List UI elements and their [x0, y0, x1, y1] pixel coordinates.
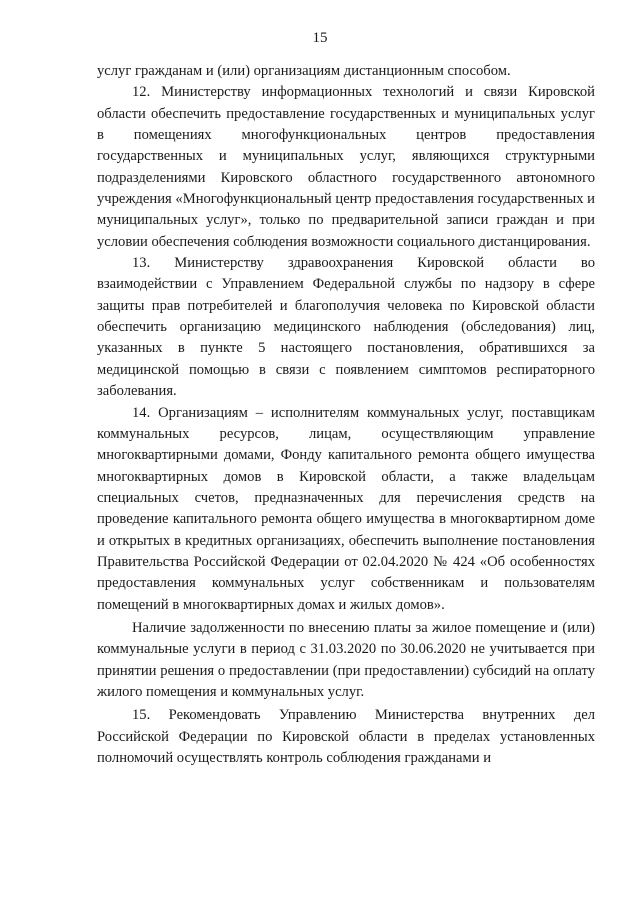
document-body: [97, 61, 595, 769]
page-number: 15: [312, 30, 328, 46]
paragraph-item-12: 12. Министерству информационных технологий и связи Кировской области обеспечить предоставление государственных и муниципальных услуг в помещениях многофункциональных центров предоставления государственных и муниципальных услуг, являющихся структурными подразделениями Кировского областного государственного автономного учреждения «Многофункциональный центр предоставления государственных и муниципальных услуг», только по предварительной записи граждан и при условии обеспечения соблюдения возможности социального дистанцирования.: [97, 84, 595, 250]
paragraph-item-14: 14. Организациям – исполнителям коммунальных услуг, поставщикам коммунальных ресурсов, лицам, осуществляющим управление многоквартирными домами, Фонду капитального ремонта общего имущества многоквартирных домов в Кировской области, а также владельцам специальных счетов, предназначенных для перечисления средств на проведение капитального ремонта общего имущества в многоквартирном доме и открытых в кредитных организациях, обеспечить выполнение постановления Правительства Российской Федерации от 02.04.2020 № 424 «Об особенностях предоставления коммунальных услуг собственникам и пользователям помещений в многоквартирных домах и жилых домов».: [97, 404, 595, 613]
paragraph-continuation: услуг гражданам и (или) организациям дистанционным способом.: [97, 63, 511, 79]
paragraph-item-13: 13. Министерству здравоохранения Кировской области во взаимодействии с Управлением Федеральной службы по надзору в сфере защиты прав потребителей и благополучия человека по Кировской области обеспечить организацию медицинского наблюдения (обследования) лиц, указанных в пункте 5 настоящего постановления, обратившихся за медицинской помощью в связи с появлением симптомов респираторного заболевания.: [97, 255, 595, 400]
paragraph-item-15: 15. Рекомендовать Управлению Министерства внутренних дел Российской Федерации по Кировской области в пределах установленных полномочий осуществлять контроль соблюдения гражданами и: [97, 707, 595, 766]
paragraph-debt-note: Наличие задолженности по внесению платы за жилое помещение и (или) коммунальные услуги в период с 31.03.2020 по 30.06.2020 не учитывается при принятии решения о предоставлении (при предоставлении) субсидий на оплату жилого помещения и коммунальных услуг.: [97, 619, 595, 700]
